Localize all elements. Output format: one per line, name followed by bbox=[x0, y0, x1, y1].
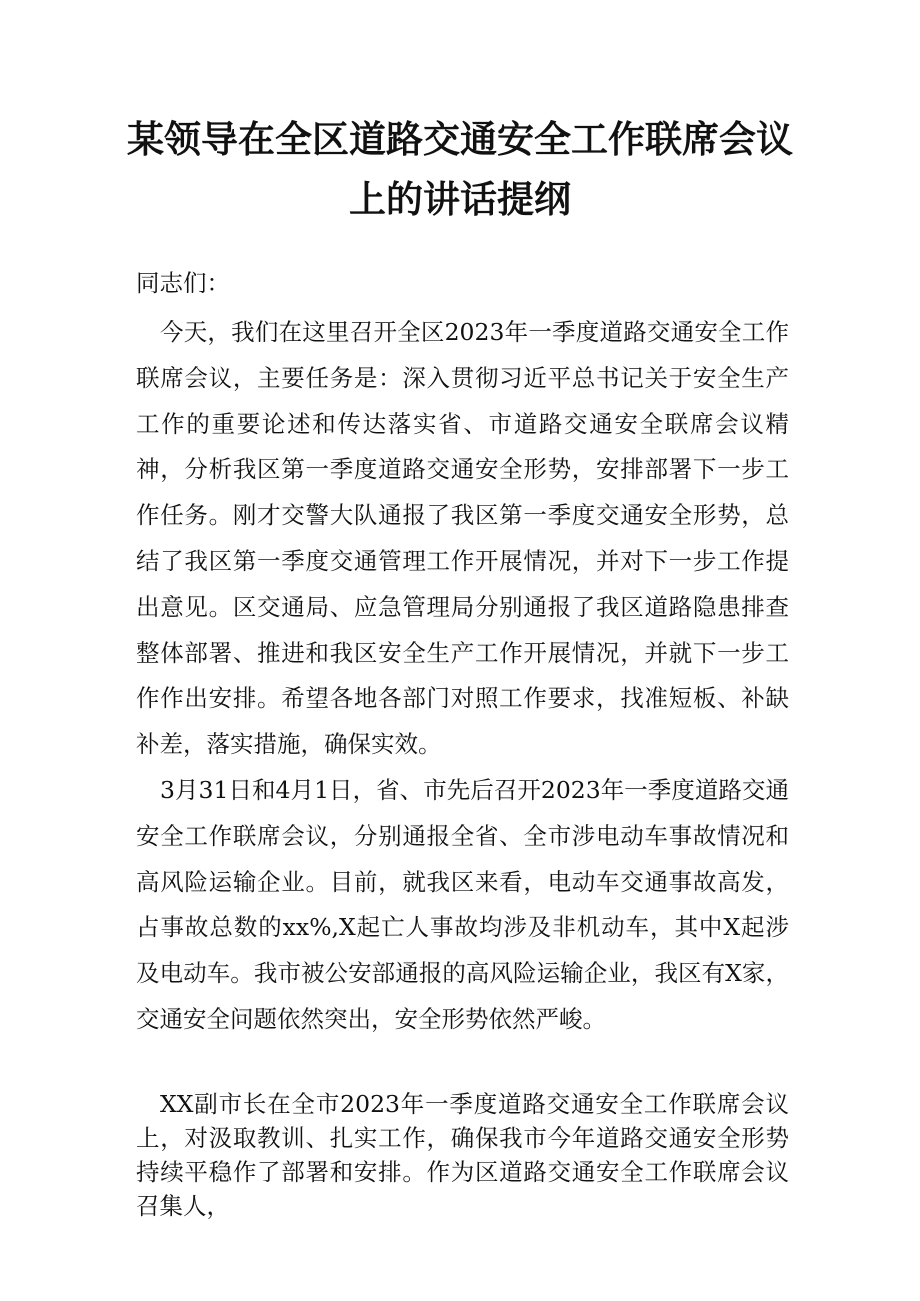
document-title-line-2: 上的讲话提纲 bbox=[349, 178, 571, 221]
paragraph-3: XX副市长在全市2023年一季度道路交通安全工作联席会议上，对汲取教训、扎实工作，确保我市今年道路交通安全形势持续平稳作了部署和安排。作为区道路交通安全工作联席会议召集人， bbox=[136, 1090, 789, 1220]
salutation: 同志们： bbox=[136, 269, 230, 297]
paragraph-1: 今天，我们在这里召开全区2023年一季度道路交通安全工作联席会议，主要任务是：深入贯彻习近平总书记关于安全生产工作的重要论述和传达落实省、市道路交通安全联席会议精神，分析我区第一季度道路交通安全形势，安排部署下一步工作任务。刚才交警大队通报了我区第一季度交通安全形势，总结了我区第一季度交通管理工作开展情况，并对下一步工作提出意见。区交通局、应急管理局分别通报了我区道路隐患排查整体部署、推进和我区安全生产工作开展情况，并就下一步工作作出安排。希望各地各部门对照工作要求，找准短板、补缺补差，落实措施，确保实效。 bbox=[136, 318, 789, 759]
document-title-line-1: 某领导在全区道路交通安全工作联席会议 bbox=[127, 118, 793, 161]
paragraph-2: 3月31日和4月1日，省、市先后召开2023年一季度道路交通安全工作联席会议，分别通报全省、全市涉电动车事故情况和高风险运输企业。目前，就我区来看，电动车交通事故高发，占事故总数的xx%,X起亡人事故均涉及非机动车，其中X起涉及电动车。我市被公安部通报的高风险运输企业，我区有X家，交通安全问题依然突出，安全形势依然严峻。 bbox=[136, 776, 789, 1033]
